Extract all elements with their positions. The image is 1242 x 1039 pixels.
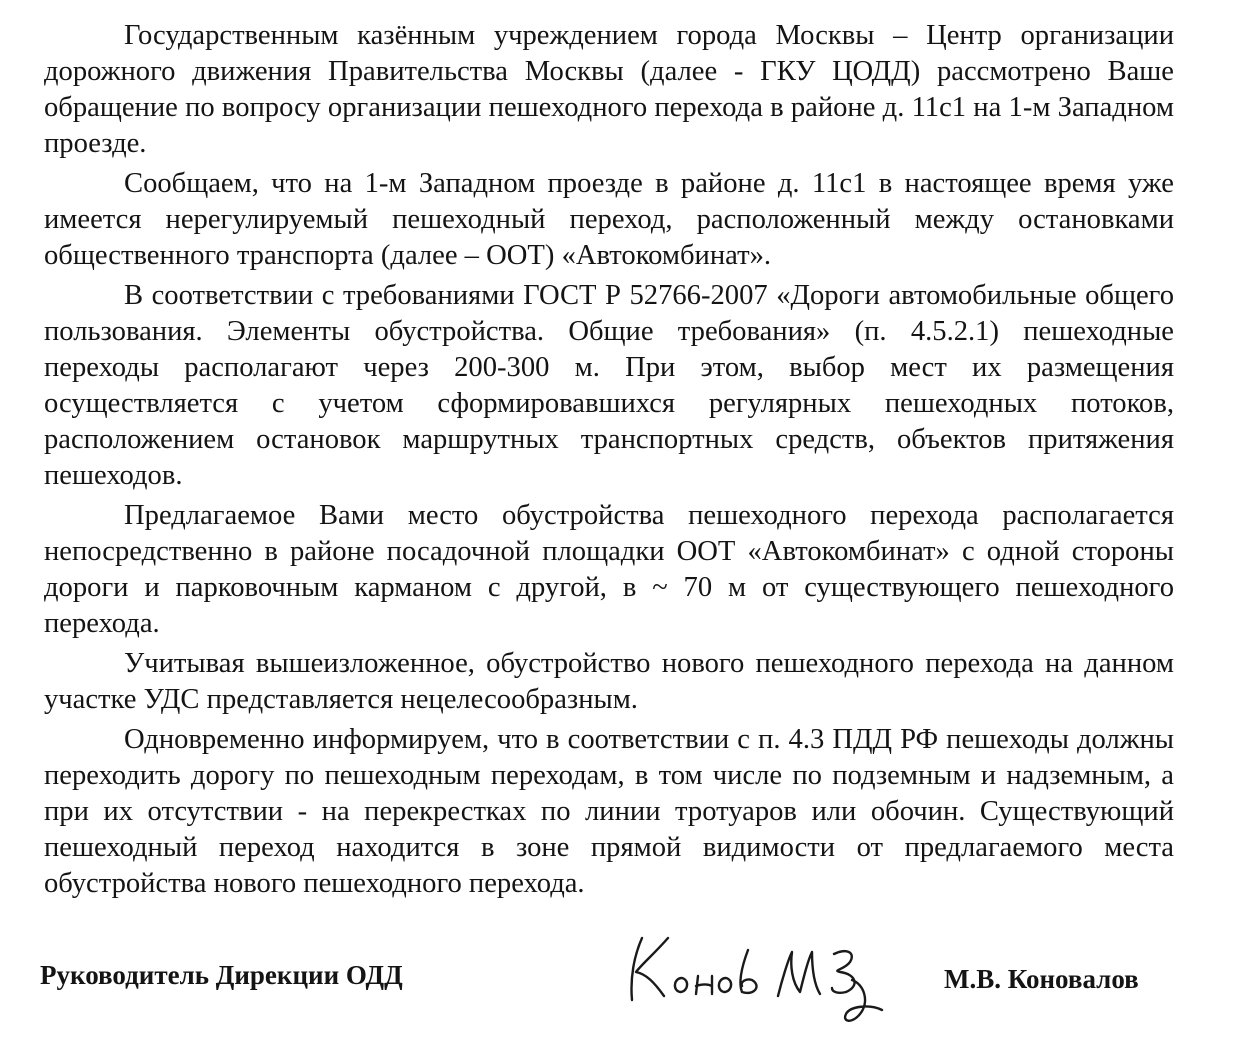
paragraph-3: В соответствии с требованиями ГОСТ Р 52766-2007 «Дороги автомобильные общего пользования. Элементы обустройства. Общие требования» (п. 4.5.2.1) пешеходные переходы располагают через 200-300 м. При этом, выбор мест их размещения осуществляется с учетом сформировавшихся регулярных пешеходных потоков, расположением остановок маршрутных транспортных средств, объектов притяжения пешеходов. (44, 280, 1174, 491)
paragraph-2: Сообщаем, что на 1-м Западном проезде в районе д. 11с1 в настоящее время уже имеется нерегулируемый пешеходный переход, расположенный между остановками общественного транспорта (далее – ООТ) «Автокомбинат». (44, 168, 1174, 271)
signer-name: М.В. Коновалов (944, 964, 1139, 994)
paragraph-5: Учитывая вышеизложенное, обустройство нового пешеходного перехода на данном участке УДС представляется нецелесообразным. (44, 648, 1174, 715)
letter-body (44, 18, 1174, 906)
handwritten-signature (620, 930, 920, 1030)
signature-block (40, 930, 1180, 1030)
signer-position-title: Руководитель Дирекции ОДД (40, 960, 403, 990)
paragraph-6: Одновременно информируем, что в соответствии с п. 4.3 ПДД РФ пешеходы должны переходить дорогу по пешеходным переходам, в том числе по подземным и надземным, а при их отсутствии - на перекрестках по линии тротуаров или обочин. Существующий пешеходный переход находится в зоне прямой видимости от предлагаемого места обустройства нового пешеходного перехода. (44, 724, 1174, 899)
paragraph-4: Предлагаемое Вами место обустройства пешеходного перехода располагается непосредственно в районе посадочной площадки ООТ «Автокомбинат» с одной стороны дороги и парковочным карманом с другой, в ~ 70 м от существующего пешеходного перехода. (44, 500, 1174, 639)
paragraph-1: Государственным казённым учреждением города Москвы – Центр организации дорожного движения Правительства Москвы (далее - ГКУ ЦОДД) рассмотрено Ваше обращение по вопросу организации пешеходного перехода в районе д. 11с1 на 1-м Западном проезде. (44, 20, 1174, 159)
